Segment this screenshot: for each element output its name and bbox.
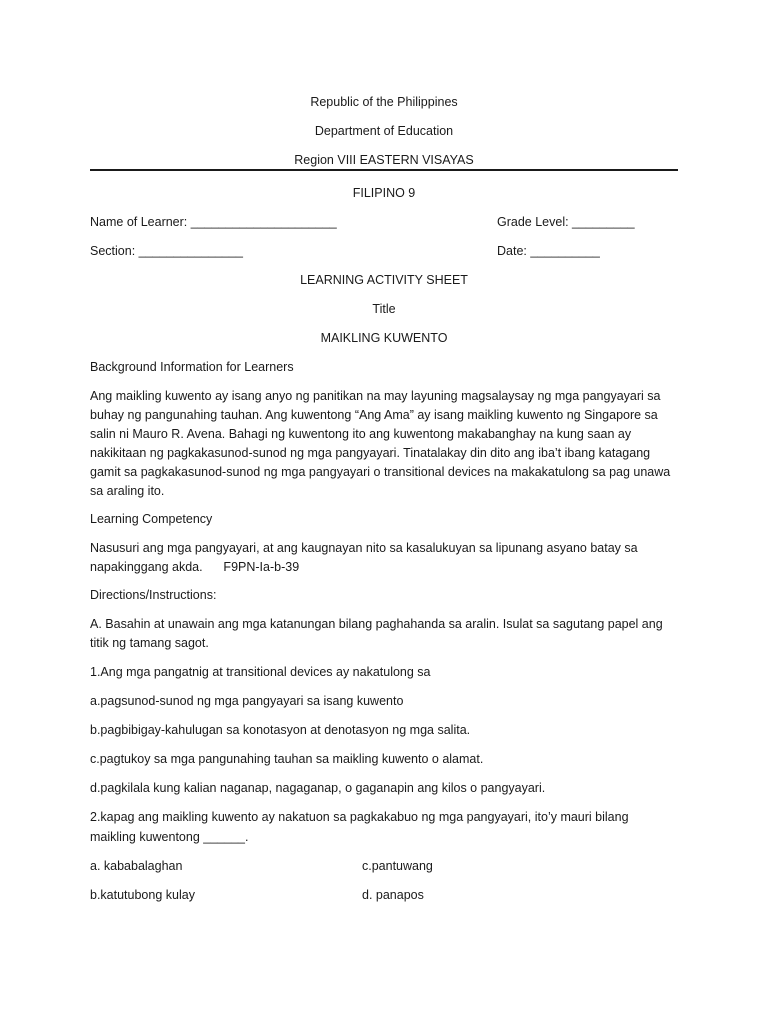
title-label: Title (372, 302, 396, 316)
q2-option-b: b.katutubong kulay (90, 888, 195, 902)
competency-line: Nasusuri ang mga pangyayari, at ang kaugnayan nito sa kasalukuyan sa lipunang asyano batay sa (90, 541, 638, 555)
background-line: Ang maikling kuwento ay isang anyo ng panitikan na may layuning magsalaysay ng mga pangyayari sa (90, 389, 661, 403)
q1-option-d: d.pagkilala kung kalian naganap, nagaganap, o gaganapin ang kilos o pangyayari. (90, 781, 546, 795)
section-field: Section: _______________ (90, 244, 243, 258)
directions-line: titik ng tamang sagot. (90, 636, 209, 650)
subject-title: FILIPINO 9 (352, 186, 416, 200)
name-of-learner-field: Name of Learner: _____________________ (90, 215, 337, 229)
question-2-cont: maikling kuwentong ______. (90, 830, 249, 844)
lesson-title: MAIKLING KUWENTO (320, 331, 448, 345)
directions-heading: Directions/Instructions: (90, 588, 217, 602)
background-line: buhay ng pangunahing tauhan. Ang kuwentong “Ang Ama” ay isang maikling kuwento ng Singapore sa (90, 408, 658, 422)
header-region: Region VIII EASTERN VISAYAS (294, 153, 474, 167)
q1-option-a: a.pagsunod-sunod ng mga pangyayari sa isang kuwento (90, 694, 404, 708)
q2-option-a: a. kababalaghan (90, 859, 183, 873)
q2-option-c: c.pantuwang (362, 859, 433, 873)
competency-line: napakinggang akda. F9PN-Ia-b-39 (90, 560, 300, 574)
date-field: Date: __________ (497, 244, 600, 258)
header-republic: Republic of the Philippines (310, 95, 458, 109)
question-2: 2.kapag ang maikling kuwento ay nakatuon sa pagkakabuo ng mga pangyayari, ito’y mauri bilang (90, 810, 629, 824)
question-1: 1.Ang mga pangatnig at transitional devices ay nakatulong sa (90, 665, 431, 679)
q1-option-c: c.pagtukoy sa mga pangunahing tauhan sa maikling kuwento o alamat. (90, 752, 484, 766)
sheet-title: LEARNING ACTIVITY SHEET (300, 273, 468, 287)
background-line: gamit sa pagkakasunod-sunod ng mga pangyayari o transitional devices na makakatulong sa pag unawa (90, 465, 671, 479)
q1-option-b: b.pagbibigay-kahulugan sa konotasyon at denotasyon ng mga salita. (90, 723, 471, 737)
q2-option-d: d. panapos (362, 888, 424, 902)
directions-line: A. Basahin at unawain ang mga katanungan bilang paghahanda sa aralin. Isulat sa sagutang papel ang (90, 617, 663, 631)
grade-level-field: Grade Level: _________ (497, 215, 635, 229)
header-department: Department of Education (314, 124, 454, 138)
background-line: nakikitaan ng pagkakasunod-sunod ng mga pangyayari. Tinatalakay din dito ang iba’t ibang katagang (90, 446, 651, 460)
header-divider (90, 169, 678, 171)
competency-heading: Learning Competency (90, 512, 213, 526)
background-line: sa araling ito. (90, 484, 165, 498)
background-line: salin ni Mauro R. Avena. Bahagi ng kuwentong ito ang kuwentong makabanghay na kung saan ay (90, 427, 632, 441)
background-heading: Background Information for Learners (90, 360, 294, 374)
